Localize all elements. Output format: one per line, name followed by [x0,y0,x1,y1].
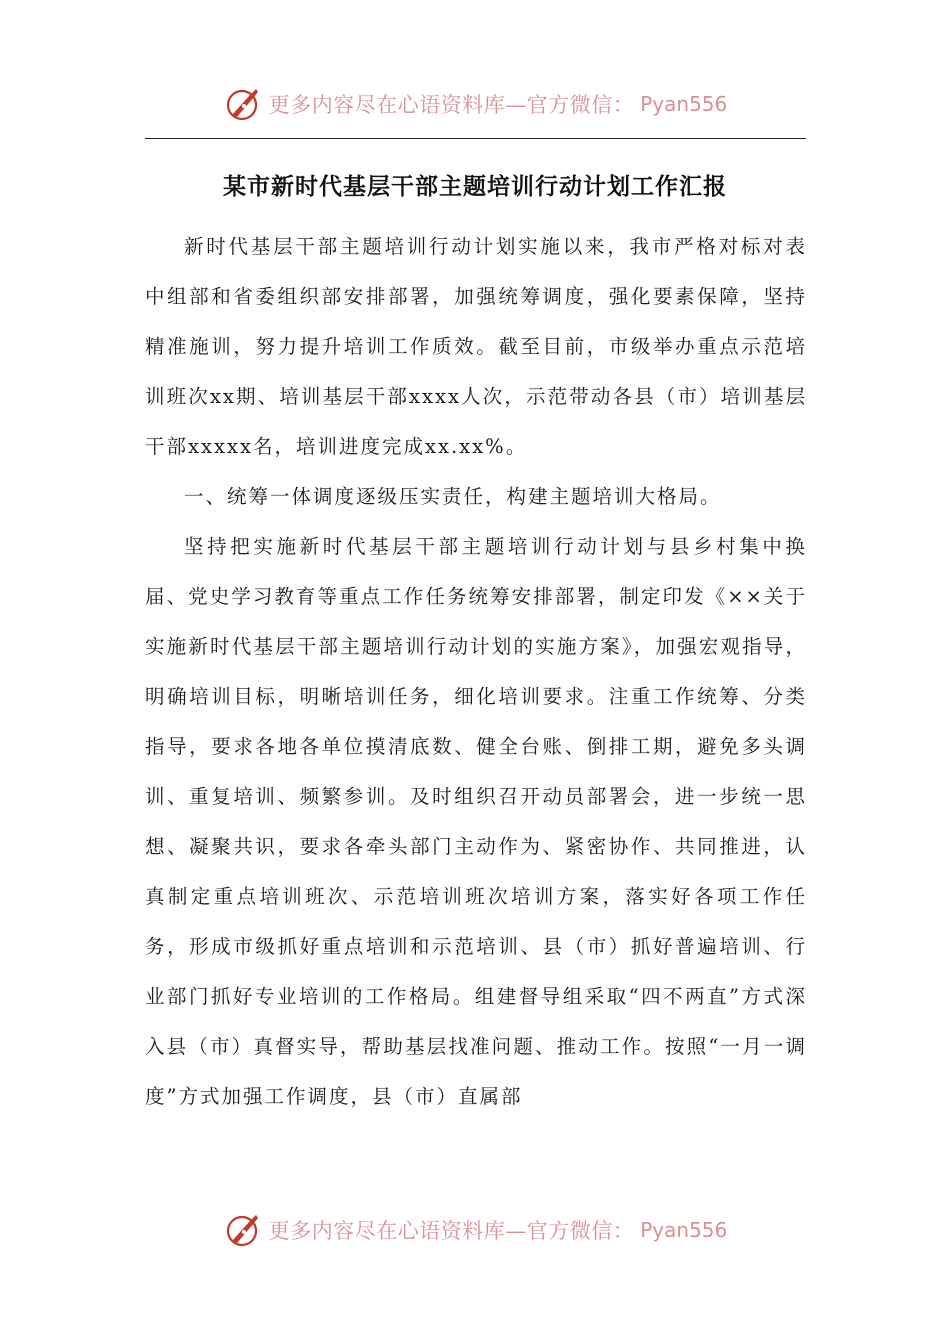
banner-text: 更多内容尽在心语资料库—官方微信： [268,1219,635,1243]
paragraph-intro: 新时代基层干部主题培训行动计划实施以来，我市严格对标对表中组部和省委组织部安排部署，加强统筹调度，强化要素保障，坚持精准施训，努力提升培训工作质效。截至目前，市级举办重点示范培训班次xx期、培训基层干部xxxx人次，示范带动各县（市）培训基层干部xxxxx名，培训进度完成xx.xx%。 [145,235,807,458]
footer-banner [0,1208,950,1252]
pen-nib-logo-icon [223,1210,263,1250]
header-divider [145,138,806,139]
document-body [145,222,807,1122]
paragraph-section-one: 坚持把实施新时代基层干部主题培训行动计划与县乡村集中换届、党史学习教育等重点工作任务统筹安排部署，制定印发《××关于实施新时代基层干部主题培训行动计划的实施方案》，加强宏观指导，明确培训目标，明晰培训任务，细化培训要求。注重工作统筹、分类指导，要求各地各单位摸清底数、健全台账、倒排工期，避免多头调训、重复培训、频繁参训。及时组织召开动员部署会，进一步统一思想、凝聚共识，要求各牵头部门主动作为、紧密协作、共同推进，认真制定重点培训班次、示范培训班次培训方案，落实好各项工作任务，形成市级抓好重点培训和示范培训、县（市）抓好普遍培训、行业部门抓好专业培训的工作格局。组建督导组采取“四不两直”方式深入县（市）真督实导，帮助基层找准问题、推动工作。按照“一月一调度”方式加强工作调度，县（市）直属部 [145,535,807,1108]
header-banner [0,82,950,126]
banner-text: 更多内容尽在心语资料库—官方微信： [268,93,635,117]
wechat-id: Pyan556 [640,92,728,116]
pen-nib-logo-icon [223,84,263,124]
wechat-id: Pyan556 [640,1218,728,1242]
section-heading: 一、统筹一体调度逐级压实责任，构建主题培训大格局。 [184,485,722,508]
document-title: 某市新时代基层干部主题培训行动计划工作汇报 [223,173,727,200]
